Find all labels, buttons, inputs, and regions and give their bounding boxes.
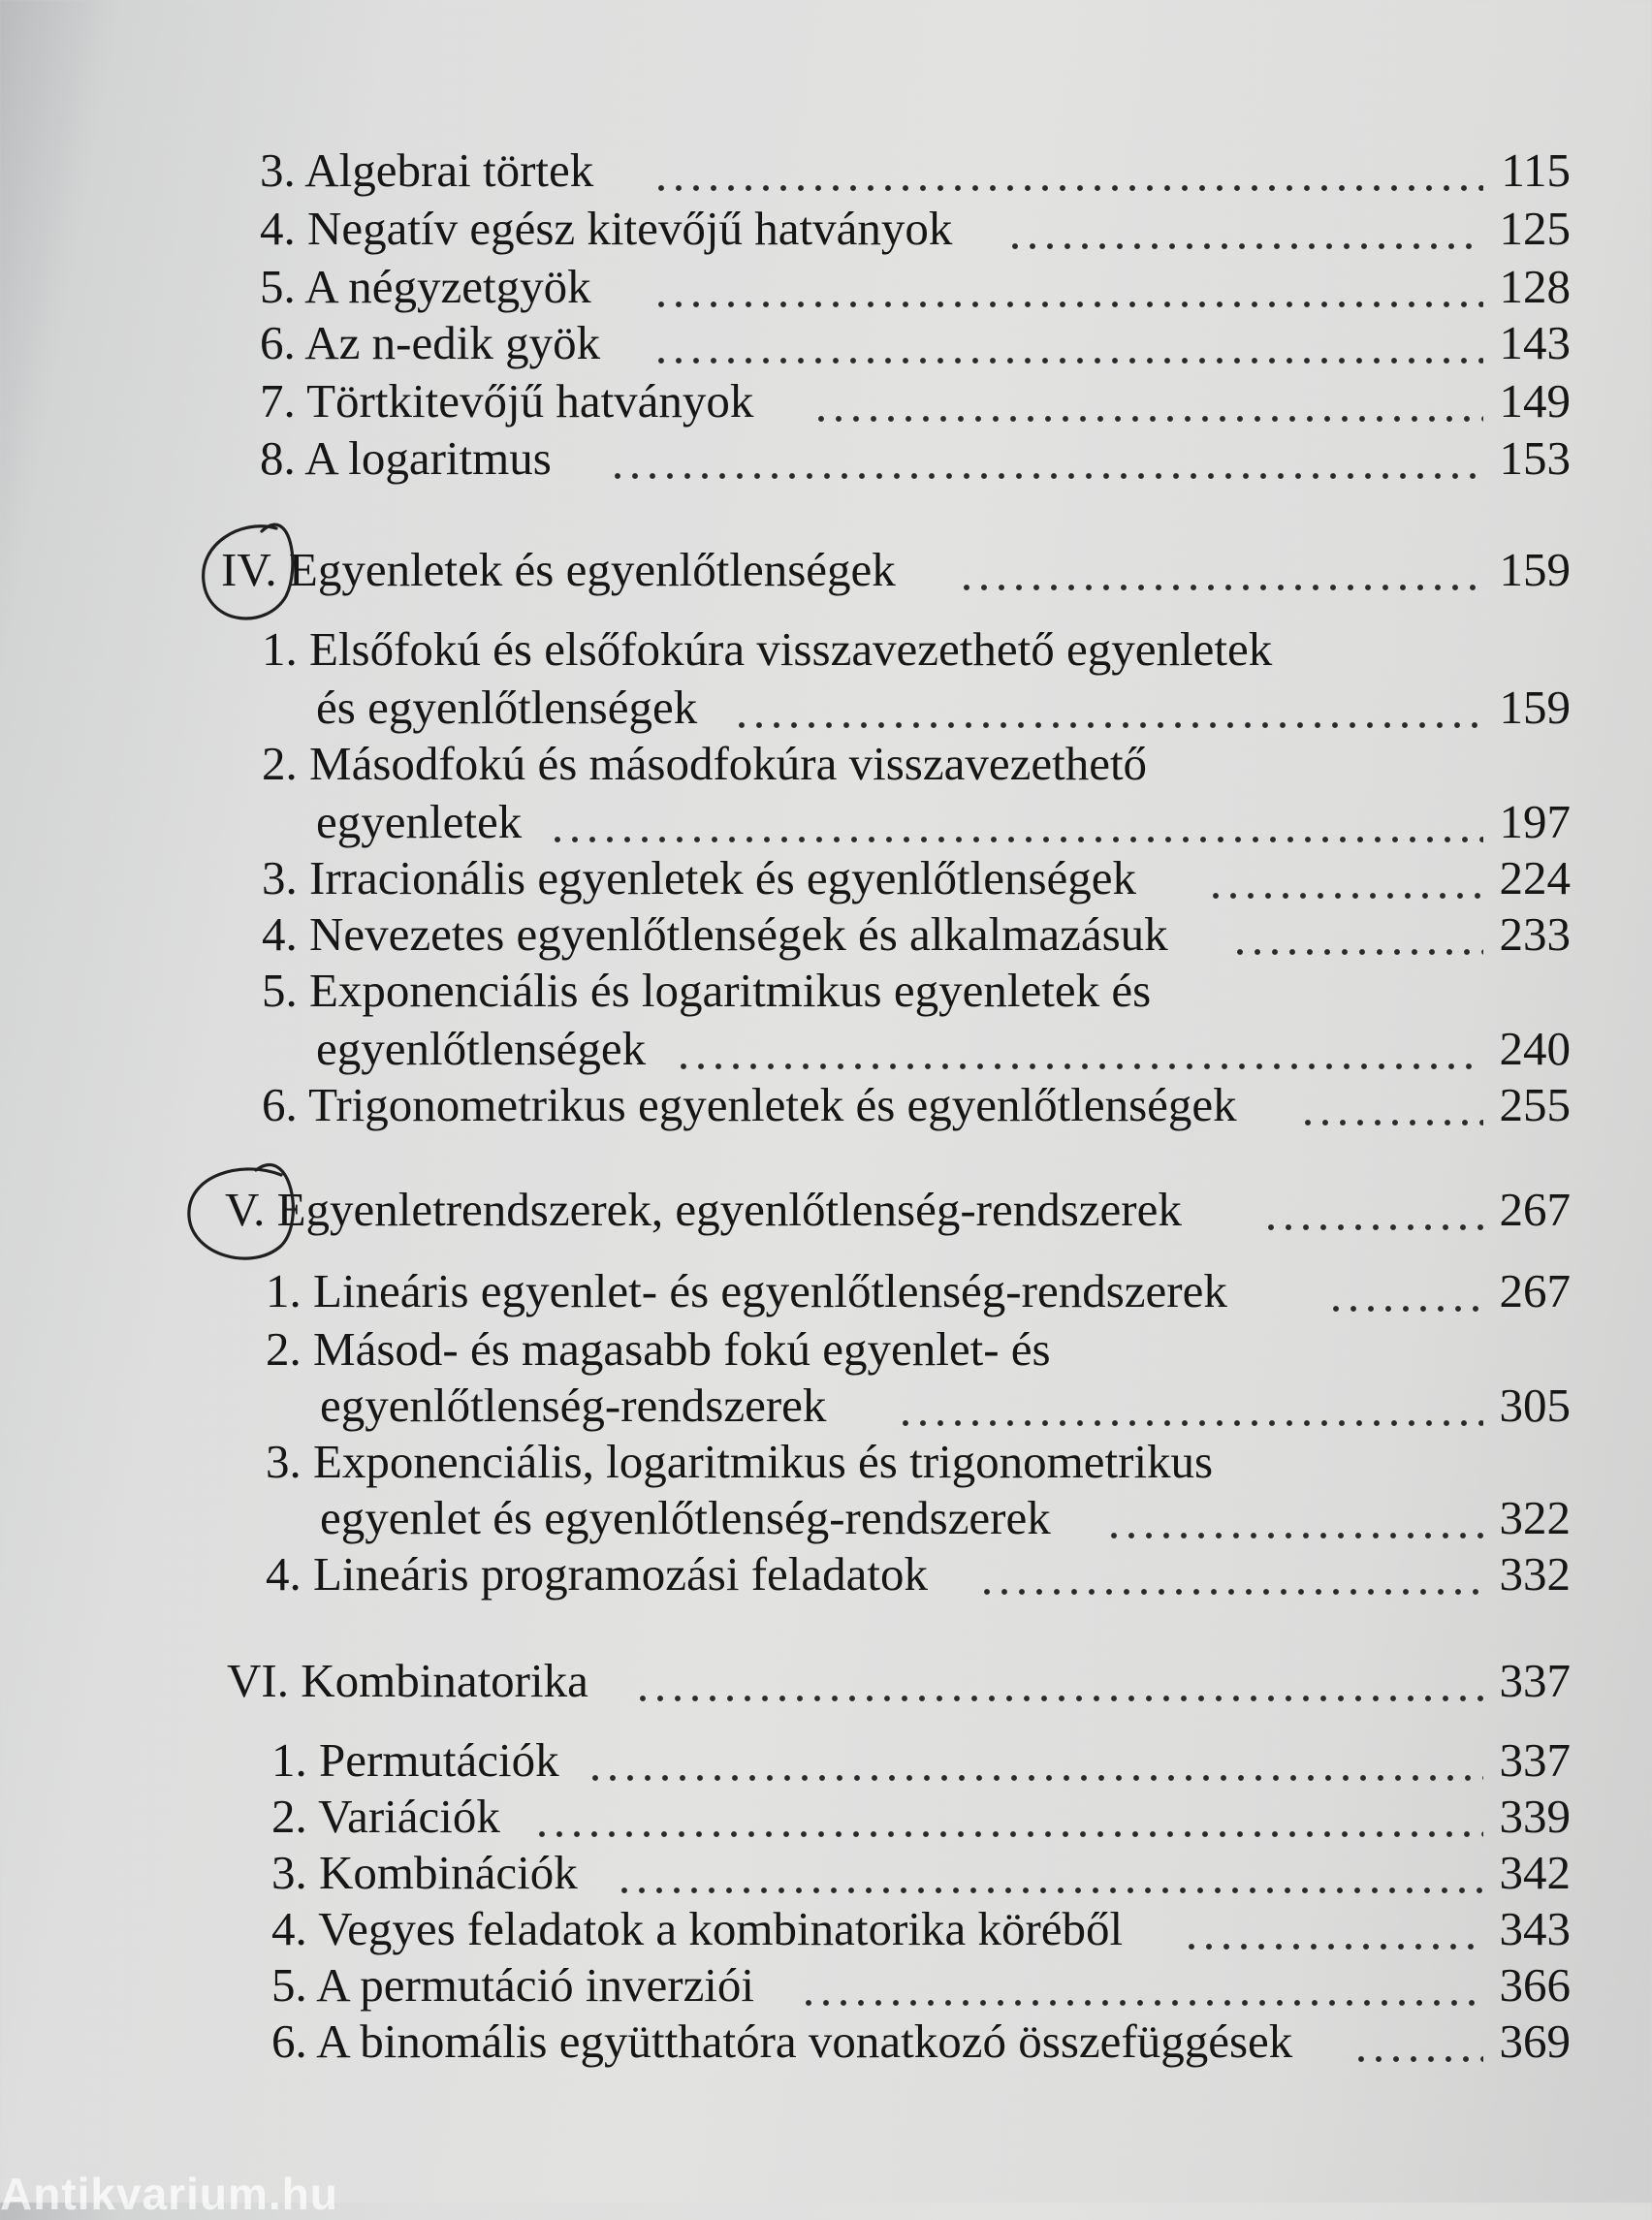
circle-mark-v	[189, 1165, 293, 1259]
toc-entry-title: és egyenlőtlenségek	[316, 681, 698, 734]
chapter-title: IV. Egyenletek és egyenlőtlenségek	[221, 543, 896, 596]
toc-entry-title: 3. Algebrai törtek	[260, 143, 594, 197]
toc-entry-line1: 3. Exponenciális, logaritmikus és trigonometrikus	[266, 1435, 1214, 1488]
toc-entry-page: 267	[1499, 1264, 1571, 1317]
watermark: Antikvarium.hu	[0, 2169, 338, 2219]
toc-entry-line1: 5. Exponenciális és logaritmikus egyenletek és	[262, 964, 1152, 1017]
toc-entry-page: 322	[1499, 1491, 1571, 1544]
toc-entry-line1: 2. Másod- és magasabb fokú egyenlet- és	[266, 1322, 1051, 1376]
toc-entry-title: egyenlőtlenség-rendszerek	[320, 1379, 827, 1432]
toc-entry-page: 342	[1499, 1846, 1571, 1899]
toc-entry-title: 4. Vegyes feladatok a kombinatorika köréből	[271, 1902, 1124, 1955]
toc-entry-page: 125	[1499, 202, 1571, 255]
toc-entry-page: 305	[1499, 1379, 1571, 1432]
toc-entry-page: 339	[1499, 1790, 1571, 1843]
toc-entry-title: 3. Kombinációk	[271, 1846, 578, 1899]
toc-entry-title: 2. Variációk	[271, 1790, 500, 1843]
toc-entry-line1: 2. Másodfokú és másodfokúra visszavezethető	[262, 737, 1148, 790]
toc-entry-page: 159	[1499, 681, 1571, 734]
toc-entry-line1: 1. Elsőfokú és elsőfokúra visszavezethető egyenletek	[262, 622, 1273, 676]
toc-entry-title: 5. A permutáció inverziói	[271, 1958, 755, 2012]
chapter-page: 267	[1499, 1183, 1571, 1236]
toc-entry-title: egyenlet és egyenlőtlenség-rendszerek	[320, 1491, 1051, 1544]
chapter-title: V. Egyenletrendszerek, egyenlőtlenség-rendszerek	[225, 1183, 1182, 1236]
toc-entry-title: 3. Irracionális egyenletek és egyenlőtlenségek	[262, 851, 1137, 904]
toc-entry-title: egyenlőtlenségek	[316, 1022, 647, 1075]
toc-entry-title: 5. A négyzetgyök	[260, 260, 591, 313]
toc-entry-title: 7. Törtkitevőjű hatványok	[260, 374, 754, 428]
toc-entry-page: 240	[1499, 1022, 1571, 1075]
toc-entry-page: 366	[1499, 1958, 1571, 2012]
toc-entry-title: 4. Negatív egész kitevőjű hatványok	[260, 202, 953, 255]
toc-entry-page: 255	[1499, 1078, 1571, 1131]
toc-entry-page: 343	[1499, 1902, 1571, 1955]
toc-entry-page: 149	[1499, 374, 1571, 428]
toc-entry-title: 6. A binomális együtthatóra vonatkozó összefüggések	[271, 2014, 1293, 2068]
toc-entry-page: 224	[1499, 851, 1571, 904]
toc-entry-page: 197	[1499, 795, 1571, 848]
circle-mark-iv	[204, 524, 293, 618]
toc-entry-title: 1. Permutációk	[271, 1733, 559, 1787]
toc-entry-title: 6. Az n-edik gyök	[260, 316, 601, 369]
toc-entry-page: 128	[1499, 260, 1571, 313]
chapter-page: 159	[1499, 543, 1571, 596]
toc-entry-page: 337	[1499, 1733, 1571, 1787]
toc-entry-title: 4. Nevezetes egyenlőtlenségek és alkalmazásuk	[262, 907, 1168, 961]
toc-entry-page: 233	[1499, 907, 1571, 961]
chapter-title: VI. Kombinatorika	[227, 1654, 588, 1707]
toc-entry-page: 332	[1499, 1547, 1571, 1601]
toc-entry-title: 1. Lineáris egyenlet- és egyenlőtlenség-rendszerek	[266, 1264, 1227, 1317]
toc-entry-title: 4. Lineáris programozási feladatok	[266, 1547, 929, 1601]
toc-entry-page: 369	[1499, 2014, 1571, 2068]
toc-entry-page: 143	[1499, 316, 1571, 369]
chapter-page: 337	[1499, 1654, 1571, 1707]
toc-entry-title: 6. Trigonometrikus egyenletek és egyenlőtlenségek	[262, 1078, 1237, 1131]
toc-entry-title: 8. A logaritmus	[260, 431, 552, 485]
toc-entry-page: 115	[1501, 143, 1571, 197]
toc-entry-page: 153	[1499, 431, 1571, 485]
toc-entry-title: egyenletek	[316, 795, 523, 848]
